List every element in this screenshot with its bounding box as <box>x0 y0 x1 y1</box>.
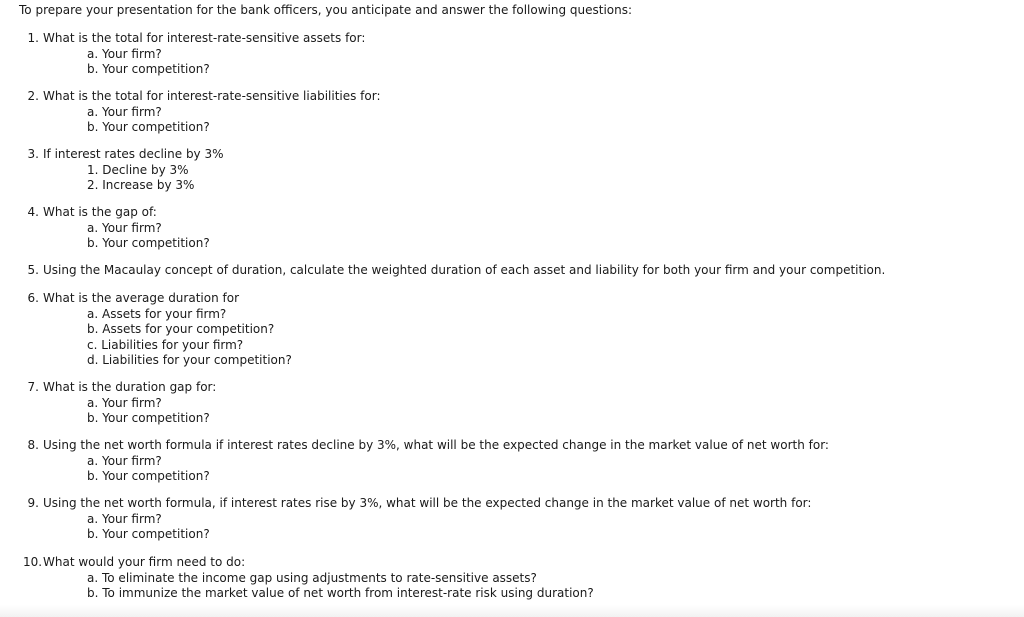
sub-item: b. Assets for your competition? <box>87 322 275 336</box>
sub-item: 1. Decline by 3% <box>87 162 189 177</box>
sub-item: b. Your competition? <box>87 120 210 134</box>
sub-item: b. Your competition? <box>87 469 210 483</box>
question-2 <box>23 89 381 136</box>
intro-text: To prepare your presentation for the bank officers, you anticipate and answer the following questions: <box>19 3 633 17</box>
sub-item: b. Your competition? <box>87 236 210 250</box>
question-number: 1. <box>27 31 39 45</box>
sub-item: b. Your competition? <box>87 62 210 76</box>
sub-item: a. Your firm? <box>87 395 162 410</box>
sub-item: a. Your firm? <box>87 46 162 61</box>
sub-item: a. Your firm? <box>87 220 162 235</box>
question-number: 3. <box>27 147 39 161</box>
question-text: What is the total for interest-rate-sensitive liabilities for: <box>43 89 381 103</box>
question-text: Using the Macaulay concept of duration, calculate the weighted duration of each asset and liability for both your firm and your competition. <box>43 263 886 277</box>
question-number: 5. <box>27 263 39 277</box>
sub-item: a. Your firm? <box>87 453 162 468</box>
sub-item: b. Your competition? <box>87 411 210 425</box>
question-7 <box>23 380 216 427</box>
question-8 <box>23 438 829 485</box>
question-text: If interest rates decline by 3% <box>43 147 224 161</box>
question-text: Using the net worth formula, if interest rates rise by 3%, what will be the expected change in the market value of net worth for: <box>43 496 812 510</box>
question-3 <box>23 147 224 194</box>
question-1 <box>23 31 365 78</box>
question-number: 8. <box>27 438 39 452</box>
question-number: 9. <box>27 496 39 510</box>
question-text: What is the gap of: <box>43 205 157 219</box>
question-number: 4. <box>27 205 39 219</box>
question-number: 2. <box>27 89 39 103</box>
question-number: 6. <box>27 291 39 305</box>
question-number: 10. <box>23 555 43 569</box>
question-text: What would your firm need to do: <box>43 555 246 569</box>
sub-item: d. Liabilities for your competition? <box>87 353 292 367</box>
sub-item: a. Assets for your firm? <box>87 306 227 321</box>
question-4 <box>23 205 210 252</box>
sub-item: b. To immunize the market value of net worth from interest-rate risk using duration? <box>87 586 594 600</box>
question-text: What is the total for interest-rate-sensitive assets for: <box>43 31 366 45</box>
sub-item: a. Your firm? <box>87 104 162 119</box>
sub-item: a. Your firm? <box>87 511 162 526</box>
question-9 <box>23 496 811 543</box>
question-number: 7. <box>27 380 39 394</box>
question-text: What is the duration gap for: <box>43 380 217 394</box>
question-text: Using the net worth formula if interest rates decline by 3%, what will be the expected change in the market value of net worth for: <box>43 438 829 452</box>
question-10 <box>23 555 594 602</box>
sub-item: b. Your competition? <box>87 527 210 541</box>
sub-item: a. To eliminate the income gap using adjustments to rate-sensitive assets? <box>87 570 537 585</box>
bottom-edge-shadow <box>0 605 1024 617</box>
question-6 <box>23 291 292 369</box>
question-5 <box>23 263 885 279</box>
sub-item: c. Liabilities for your firm? <box>87 337 244 352</box>
question-text: What is the average duration for <box>43 291 240 305</box>
sub-item: 2. Increase by 3% <box>87 178 195 192</box>
